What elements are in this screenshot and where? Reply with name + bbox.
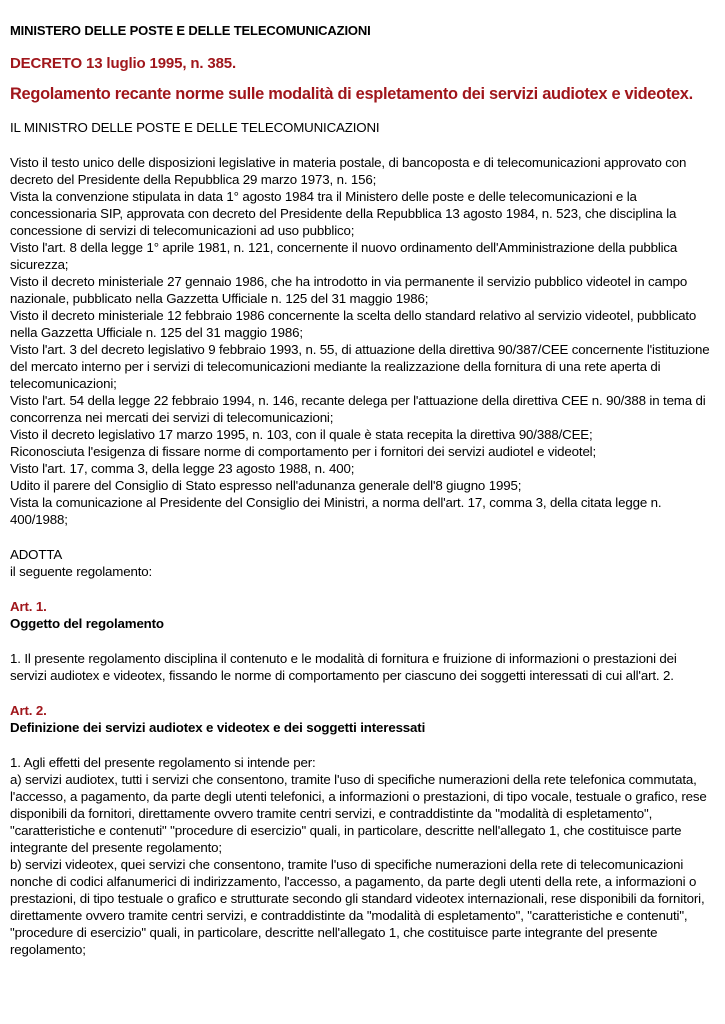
article-1-heading bbox=[10, 598, 715, 632]
preamble-line: Visto il decreto ministeriale 27 gennaio 1986, che ha introdotto in via permanente il servizio pubblico videotel in campo nazionale, pubblicato nella Gazzetta Ufficiale n. 125 del 31 maggio 1986; bbox=[10, 274, 688, 306]
article-2-intro: 1. Agli effetti del presente regolamento si intende per: bbox=[10, 755, 316, 770]
article-1-title: Oggetto del regolamento bbox=[10, 616, 164, 631]
preamble-line: Visto l'art. 8 della legge 1° aprile 1981, n. 121, concernente il nuovo ordinamento dell'Amministrazione della pubblica sicurezza; bbox=[10, 240, 678, 272]
article-1-number: Art. 1. bbox=[10, 599, 47, 614]
article-2-body bbox=[10, 754, 715, 958]
decree-heading: DECRETO 13 luglio 1995, n. 385. bbox=[10, 55, 236, 72]
preamble-line: Visto l'art. 17, comma 3, della legge 23 agosto 1988, n. 400; bbox=[10, 461, 355, 476]
preamble-line: Visto il testo unico delle disposizioni legislative in materia postale, di bancoposta e di telecomunicazioni approvato con decreto del Presidente della Repubblica 29 marzo 1973, n. 156; bbox=[10, 155, 687, 187]
adotta-text: il seguente regolamento: bbox=[10, 564, 153, 579]
preamble-line: Vista la convenzione stipulata in data 1° agosto 1984 tra il Ministero delle poste e delle telecomunicazioni e la concessionaria SIP, approvata con decreto del Presidente della Repubblica 13 agosto 1984, n. 523, che disciplina la concessione di servizi di telecomunicazioni ad uso pubblico; bbox=[10, 189, 677, 238]
article-2-number: Art. 2. bbox=[10, 703, 47, 718]
adoption-statement bbox=[10, 546, 715, 580]
preamble-line: Vista la comunicazione al Presidente del Consiglio dei Ministri, a norma dell'art. 17, comma 3, della citata legge n. 400/1988; bbox=[10, 495, 662, 527]
preamble-line: Riconosciuta l'esigenza di fissare norme di comportamento per i fornitori dei servizi audiotel e videotel; bbox=[10, 444, 597, 459]
article-2-item-a: a) servizi audiotex, tutti i servizi che consentono, tramite l'uso di specifiche numerazioni della rete telefonica commutata, l'accesso, a pagamento, da parte degli utenti telefonici, a informazioni o prestazioni, di tipo vocale, testuale o grafico, rese disponibili da fornitori, direttamente ovvero tramite centri servizi, e contraddistinte da "modalità di espletamento", "caratteristiche e contenuti" "procedure di esercizio" quali, in particolare, descritte nell'allegato 1, che costituisce parte integrante del presente regolamento; bbox=[10, 772, 707, 855]
preamble-line: Visto il decreto legislativo 17 marzo 1995, n. 103, con il quale è stata recepita la direttiva 90/388/CEE; bbox=[10, 427, 593, 442]
preamble-line: Udito il parere del Consiglio di Stato espresso nell'adunanza generale dell'8 giugno 1995; bbox=[10, 478, 522, 493]
regulation-title: Regolamento recante norme sulle modalità di espletamento dei servizi audiotex e videotex. bbox=[10, 85, 693, 103]
article-1-text: 1. Il presente regolamento disciplina il contenuto e le modalità di fornitura e fruizione di informazioni o prestazioni dei servizi audiotex e videotex, fissando le norme di comportamento per ciascuno dei soggetti interessati di cui all'art. 2. bbox=[10, 651, 677, 683]
adotta-label: ADOTTA bbox=[10, 547, 63, 562]
article-2-item-b: b) servizi videotex, quei servizi che consentono, tramite l'uso di specifiche numerazioni della rete di telecomunicazioni nonche di codici alfanumerici di indirizzamento, l'accesso, a pagamento, da parte degli utenti della rete, a informazioni o prestazioni, di tipo testuale o grafico e strutturate secondo gli standard videotex internazionali, rese disponibili da fornitori, direttamente ovvero tramite centri servizi, e contraddistinte da "modalità di espletamento", "caratteristiche e contenuti", "procedure di esercizio" quali, in particolare, descritte nell'allegato 1, che costituisce parte integrante del presente regolamento; bbox=[10, 857, 705, 957]
minister-line: IL MINISTRO DELLE POSTE E DELLE TELECOMUNICAZIONI bbox=[10, 120, 380, 135]
preamble-line: Visto l'art. 3 del decreto legislativo 9 febbraio 1993, n. 55, di attuazione della direttiva 90/387/CEE concernente l'istituzione del mercato interno per i servizi di telecomunicazioni mediante la realizzazione della fornitura di una rete aperta di telecomunicazioni; bbox=[10, 342, 710, 391]
preamble-line: Visto il decreto ministeriale 12 febbraio 1986 concernente la scelta dello standard relativo al servizio videotel, pubblicato nella Gazzetta Ufficiale n. 125 del 31 maggio 1986; bbox=[10, 308, 697, 340]
article-2-title: Definizione dei servizi audiotex e videotex e dei soggetti interessati bbox=[10, 720, 426, 735]
ministry-heading: MINISTERO DELLE POSTE E DELLE TELECOMUNICAZIONI bbox=[10, 23, 371, 38]
preamble bbox=[10, 154, 715, 528]
article-2-heading bbox=[10, 702, 715, 736]
preamble-line: Visto l'art. 54 della legge 22 febbraio 1994, n. 146, recante delega per l'attuazione della direttiva CEE n. 90/388 in tema di concorrenza nei mercati dei servizi di telecomunicazioni; bbox=[10, 393, 706, 425]
